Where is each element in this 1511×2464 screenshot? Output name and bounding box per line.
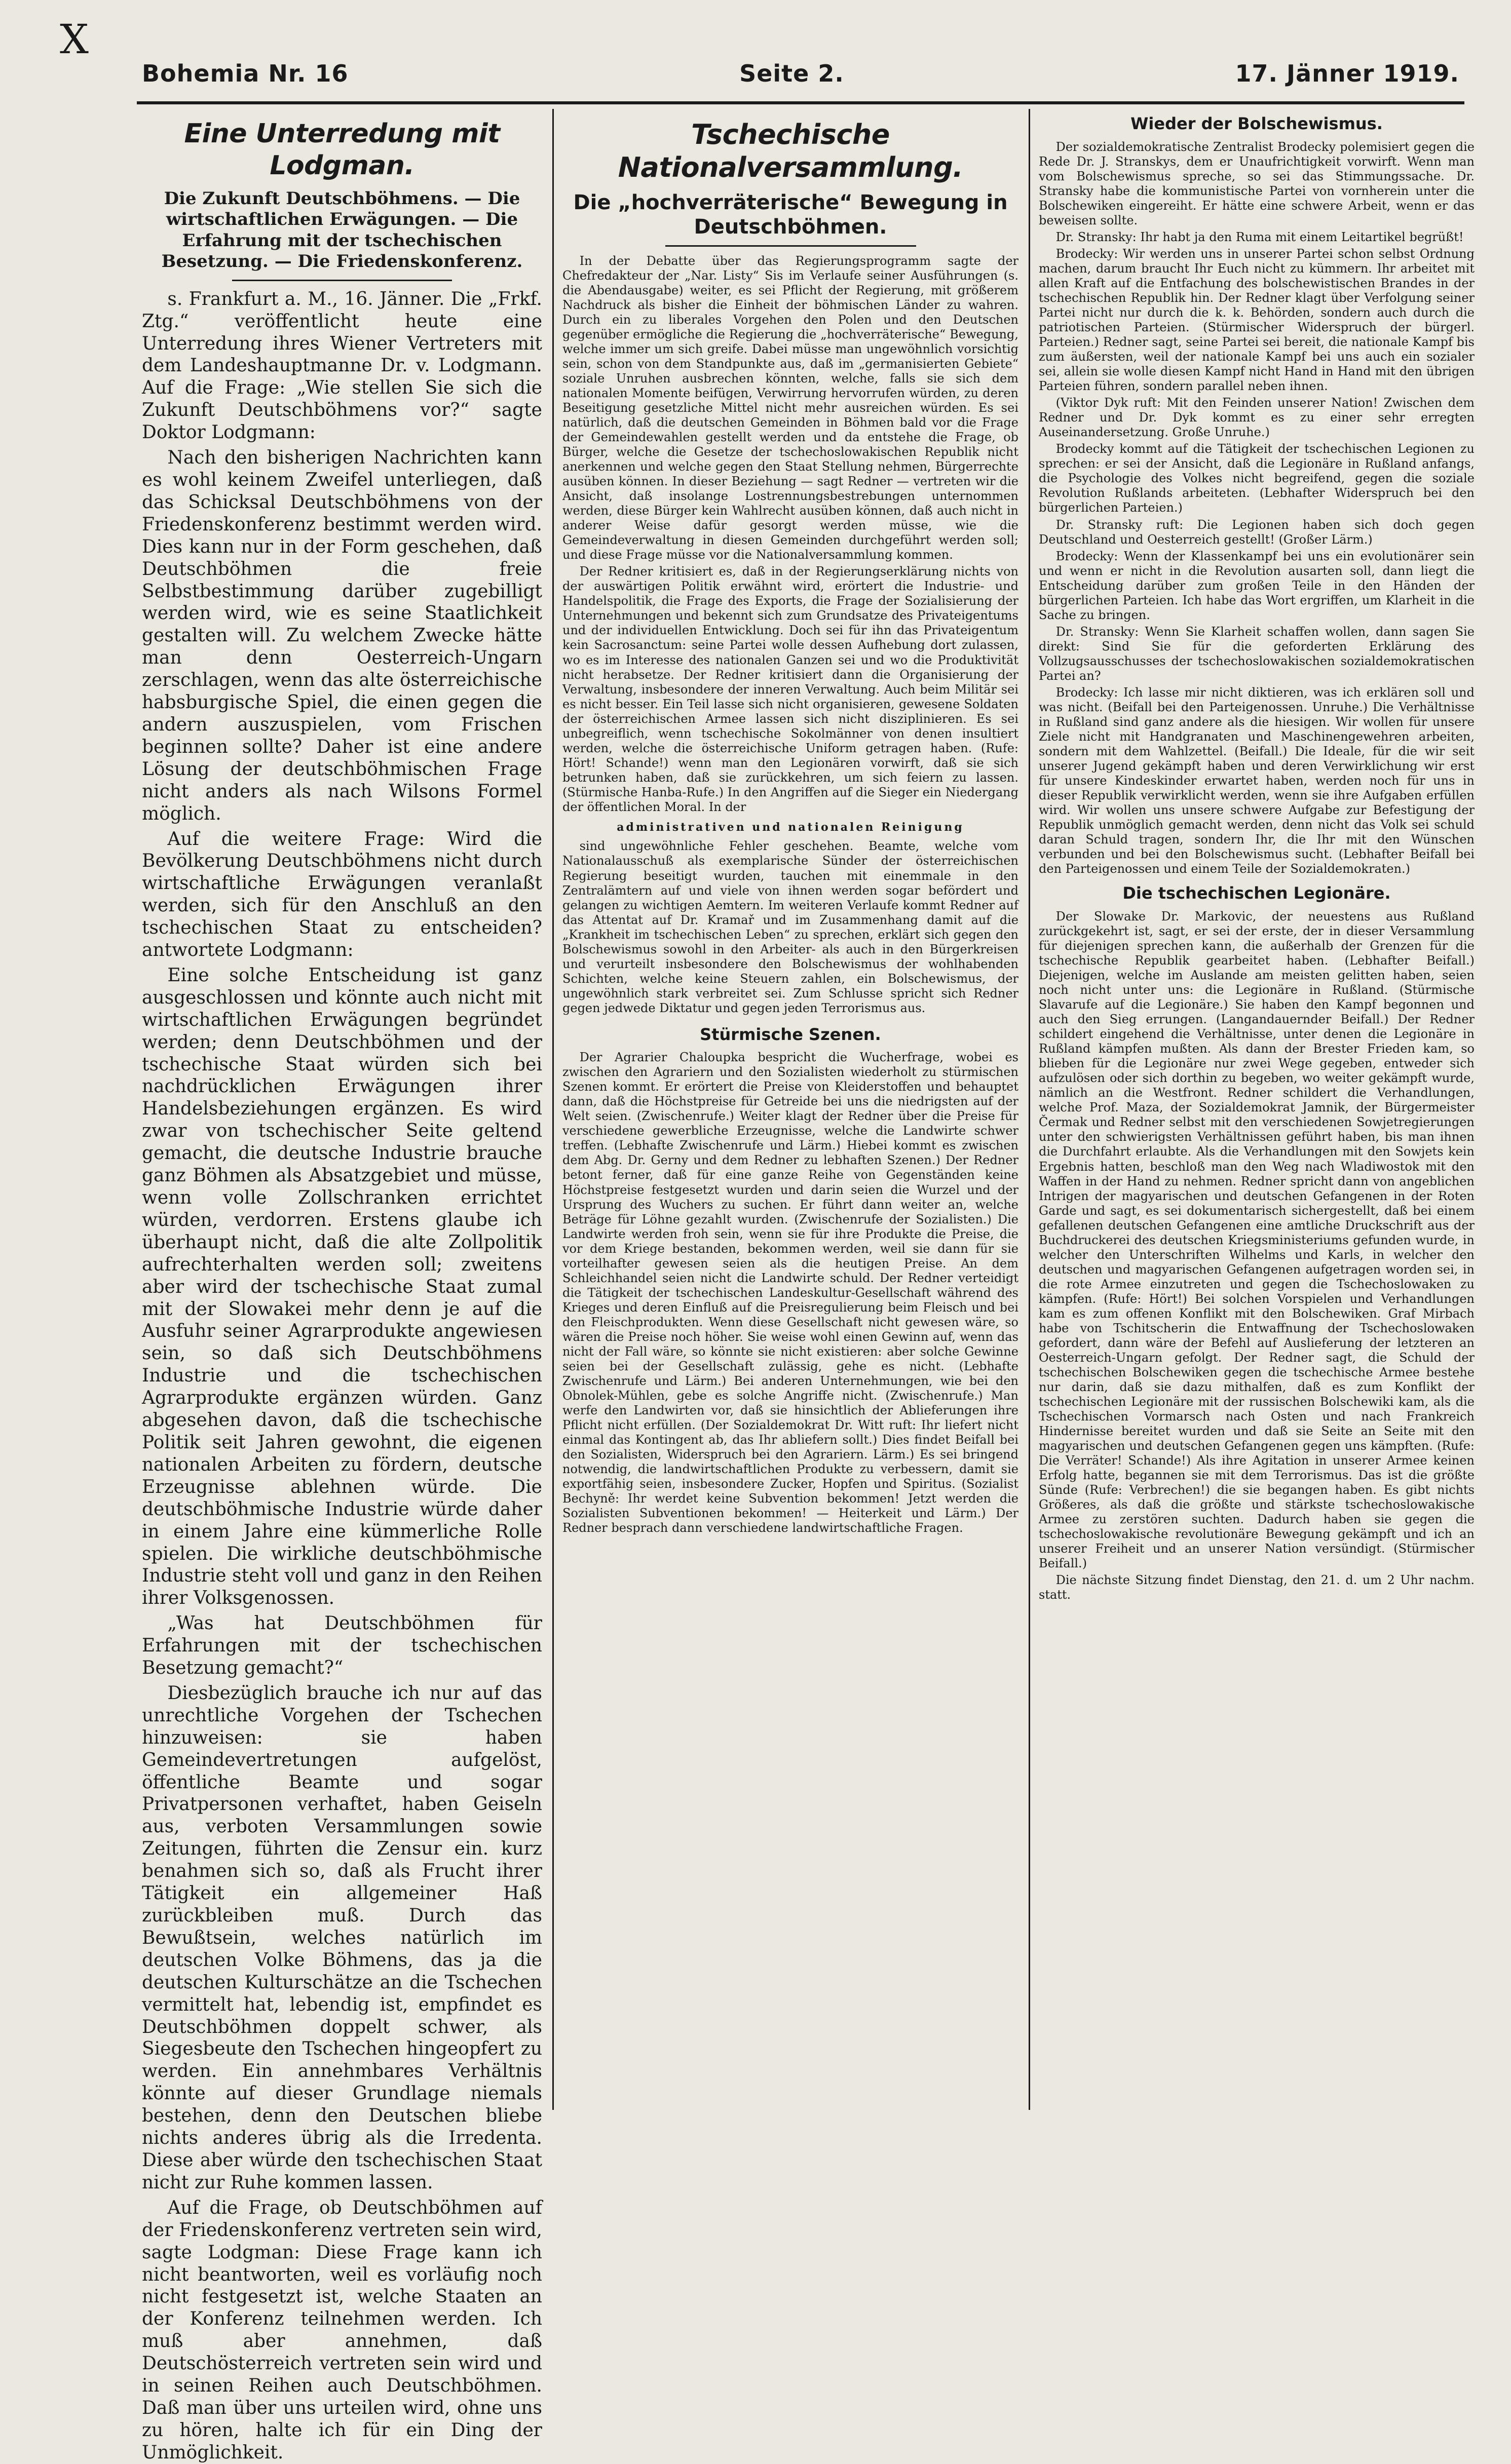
paragraph: Brodecky kommt auf die Tätigkeit der tschechischen Legionen zu sprechen: er sei der Ansicht, daß die Legionäre in Rußland anfangs, die Psychologie des Volkes nicht begreifend, gegen die soziale Revolution Rußlands arbeiteten. (Lebhafter Widerspruch bei den bürgerlichen Parteien.): [1039, 442, 1475, 515]
article-headline: Tschechische Nationalversammlung.: [618, 119, 963, 184]
masthead: Bohemia Nr. 16: [142, 60, 349, 87]
page-number: Seite 2.: [739, 60, 844, 87]
paragraph: Nach den bisherigen Nachrichten kann es wohl keinem Zweifel unterliegen, daß das Schicksal Deutschböhmens von der Friedenskonferenz bestimmt werden wird. Dies kann nur in der Form geschehen, daß Deutschböhmen die freie Selbstbestimmung darüber zugebilligt werden wird, wie es seine Staatlichkeit gestalten will. Zu welchem Zwecke hätte man denn Oesterreich-Ungarn zerschlagen, wenn das alte österreichische habsburgische Spiel, die einen gegen die andern auszuspielen, vom Frischen beginnen sollte? Daher ist eine andere Lösung der deutschböhmischen Frage nicht anders als nach Wilsons Formel möglich.: [142, 447, 542, 824]
paragraph: Eine solche Entscheidung ist ganz ausgeschlossen und könnte auch nicht mit wirtschaftlichen Erwägungen begründet werden; denn Deutschböhmen und der tschechische Staat würden sich bei nachdrücklichen Erwägungen ihrer Handelsbeziehungen ergänzen. Es wird zwar von tschechischer Seite geltend gemacht, die deutsche Industrie brauche ganz Böhmen als Absatzgebiet und müsse, wenn volle Zollschranken errichtet würden, verdorren. Erstens glaube ich überhaupt nicht, daß die alte Zollpolitik aufrechterhalten werden soll; zweitens aber wird der tschechische Staat zumal mit der Slowakei mehr denn je auf die Ausfuhr seiner Agrarprodukte angewiesen sein, so daß sich Deutschböhmens Industrie und die tschechischen Agrarprodukte ergänzen würden. Ganz abgesehen davon, daß die tschechische Politik seit Jahren gewohnt, die eigenen nationalen Arbeiten zu fördern, deutsche Erzeugnisse ablehnen würde. Die deutschböhmische Industrie würde daher in einem Jahre eine kümmerliche Rolle spielen. Die wirkliche deutschböhmische Industrie steht voll und ganz in den Reihen ihrer Volksgenossen.: [142, 965, 542, 1609]
paragraph: Die nächste Sitzung findet Dienstag, den 21. d. um 2 Uhr nachm. statt.: [1039, 1573, 1475, 1602]
paragraph: Brodecky: Wir werden uns in unserer Partei schon selbst Ordnung machen, darum braucht Ihr Euch nicht zu kümmern. Ihr arbeitet mit allen Kraft auf die Entfachung des bolschewistischen Brandes in der tschechischen Republik hin. Der Redner klagt über Verfolgung seiner Partei nicht nur durch die k. k. Behörden, sondern auch durch die patriotischen Parteien. (Stürmischer Widerspruch der bürgerl. Parteien.) Redner sagt, seine Partei sei bereit, die nationale Kampf bis zum äußersten, weil der nationale Kampf bei uns auch ein sozialer sei, allein sie wolle diesen Kampf nicht Hand in Hand mit den übrigen Parteien führen, sondern parallel neben ihnen.: [1039, 246, 1475, 394]
paragraph: Der Redner kritisiert es, daß in der Regierungserklärung nichts von der auswärtigen Politik erwähnt wird, erörtert die Industrie- und Handelspolitik, die Frage des Exports, die Frage der Sozialisierung der Unternehmungen und bekennt sich zum Grundsatze des Privateigentums und der individuellen Entwicklung. Doch sei für ihn das Privateigentum kein Sacrosanctum: seine Partei wolle dessen Aufhebung dort zulassen, wo es im Interesse des nationalen Ganzen sei und wo die Produktivität nicht herabsetze. Der Redner kritisiert dann die Organisierung der Verwaltung, insbesondere der inneren Verwaltung. Auch beim Militär sei es nicht besser. Ein Teil lasse sich nicht organisieren, gewesene Soldaten der österreichischen Armee lassen sich nicht disziplinieren. Es sei unbegreiflich, wenn tschechische Sokolmänner von denen insultiert werden, welche die österreichische Uniform getragen haben. (Rufe: Hört! Schande!) wenn man den Legionären vorwirft, daß sie sich betrunken haben, daß sie zurückkehren, um sich feiern zu lassen. (Stürmische Hanba-Rufe.) In den Angriffen auf die Sieger ein Niedergang der öffentlichen Moral. In der: [562, 564, 1018, 814]
section-title: Wieder der Bolschewismus.: [1130, 114, 1383, 133]
column-divider: [1029, 109, 1030, 2110]
page-header: [142, 51, 1459, 96]
corner-mark: X: [60, 16, 89, 63]
header-rule: [137, 101, 1464, 104]
paragraph: Dr. Stransky: Ihr habt ja den Ruma mit einem Leitartikel begrüßt!: [1055, 229, 1464, 244]
paragraph: Auf die Frage, ob Deutschböhmen auf der Friedenskonferenz vertreten sein wird, sagte Lodgman: Diese Frage kann ich nicht beantworten, weil es vorläufig noch nicht festgesetzt ist, welche Staaten an der Konferenz teilnehmen werden. Ich muß aber annehmen, daß Deutschösterreich vertreten sein wird und in seinen Reihen auch Deutschböhmen. Daß man über uns urteilen wird, ohne uns zu hören, halte ich für ein Ding der Unmöglichkeit.: [142, 2197, 542, 2463]
paragraph: „Was hat Deutschböhmen für Erfahrungen mit der tschechischen Besetzung gemacht?“: [142, 1613, 542, 1679]
paragraph: Brodecky: Wenn der Klassenkampf bei uns ein evolutionärer sein und wenn er nicht in die Revolution ausarten soll, dann liegt die Entscheidung darüber zum großen Teile in den Händen der bürgerlichen Parteien. Ich habe das Wort ergriffen, um Klarheit in die Sache zu bringen.: [1039, 549, 1475, 622]
column-bolshevism-legionaries: [1039, 109, 1475, 2110]
paragraph: Brodecky: Ich lasse mir nicht diktieren, was ich erklären soll und was nicht. (Beifall bei den Parteigenossen. Unruhe.) Die Verhältnisse in Rußland sind ganz andere als die hiesigen. Wir wollen für unsere Ziele nicht mit Handgranaten und Maschinengewehren arbeiten, sondern mit dem Wahlzettel. (Beifall.) Die Ideale, für die wir seit unserer Jugend gekämpft haben und deren Verwirklichung wir erst für unsere Kindeskinder erwartet haben, werden noch für uns in dieser Republik verwirklicht werden, wenn sie ihre Aufgaben erfüllen wird. Wir wollen uns unsere schwere Aufgabe zur Befestigung der Republik unmöglich gemacht werden, denn nicht das Volk sei schuld daran Schuld tragen, sondern Ihr, die Ihr mit den Wünschen verbunden und bei den Bolschewismus sucht. (Lebhafter Beifall bei den Parteigenossen und einem Teile der Sozialdemokraten.): [1039, 685, 1475, 876]
paragraph: Dr. Stransky ruft: Die Legionen haben sich doch gegen Deutschland und Oesterreich gestellt! (Großer Lärm.): [1039, 517, 1475, 547]
issue-date: 17. Jänner 1919.: [1235, 60, 1459, 87]
paragraph: sind ungewöhnliche Fehler geschehen. Beamte, welche vom Nationalausschuß als exemplarische Sünder der österreichischen Regierung beseitigt wurden, tauchen mit einemmale in den Zentralämtern auf und viele von ihnen werden sogar befördert und gelangen zu wichtigen Aemtern. Im weiteren Verlaufe kommt Redner auf das Attentat auf Dr. Kramař und im Zusammenhang damit auf die „Krankheit im tschechischen Leben“ zu sprechen, erklärt sich gegen den Bolschewismus sowohl in den Arbeiter- als auch in den Bürgerkreisen und verurteilt insbesondere den Bolschewismus der wohlhabenden Schichten, welche keine Steuern zahlen, ein Bolschewismus, der ungewöhnlich stark verbreitet sei. Zum Schlusse spricht sich Redner gegen jedwede Diktatur und gegen jeden Terrorismus aus.: [562, 839, 1018, 1015]
column-divider: [552, 109, 554, 2110]
section-title: Stürmische Szenen.: [700, 1024, 881, 1044]
paragraph: Der Slowake Dr. Markovic, der neuestens aus Rußland zurückgekehrt ist, sagt, er sei der erste, der in dieser Versammlung für diejenigen sprechen kann, die außerhalb der Grenzen für die tschechische Republik gearbeitet haben. (Lebhafter Beifall.) Diejenigen, welche im Auslande am meisten gelitten haben, seien noch nicht unter uns: die Legionäre in Rußland. (Stürmische Slavarufe auf die Legionäre.) Sie haben den Kampf begonnen und auch den Sieg errungen. (Langandauernder Beifall.) Der Redner schildert eingehend die Verhältnisse, unter denen die Legionäre in Rußland kämpfen mußten. Als dann der Brester Frieden kam, so blieben für die Legionäre nur zwei Wege gegeben, entweder sich aufzulösen oder sich dorthin zu begeben, wo weiter gekämpft wurde, nämlich an die Westfront. Redner schildert die Verhandlungen, welche Prof. Maza, der Sozialdemokrat Jamnik, der Bürgermeister Čermak und Redner selbst mit den verschiedenen Sowjetregierungen unter den schwierigsten Verhältnissen geführt haben, bis man ihnen die Durchfahrt erlaubte. Als die Verhandlungen mit den Sowjets kein Ergebnis hatten, beschloß man den Weg nach Wladiwostok mit den Waffen in der Hand zu nehmen. Redner spricht dann von angeblichen Intrigen der magyarischen und deutschen Gefangenen in der Roten Garde und sagt, es sei dokumentarisch sichergestellt, daß bei einem gefallenen deutschen Gefangenen eine amtliche Druckschrift aus der Buchdruckerei des deutschen Kriegsministeriums gefunden wurde, in welcher den Unterschriften Wilhelms und Karls, in welcher den deutschen und magyarischen Gefangenen aufgetragen worden sei, in die rote Armee einzutreten und gegen die Tschechoslowaken zu kämpfen. (Rufe: Hört!) Bei solchen Vorspielen und Verhandlungen kam es zum offenen Konflikt mit den Bolschewiken. Graf Mirbach habe von Tschitscherin die Entwaffnung der Tschechoslowaken gefordert, dann wäre der Befehl auf Auslieferung der letzteren an Oesterreich-Ungarn gefolgt. Der Redner sagt, die Schuld der tschechischen Bolschewiken gegen die tschechische Armee bestehe nur darin, daß sie dazu mithalfen, daß es zum Konflikt der tschechischen Legionäre mit der russischen Bolschewiki kam, als die Tschechischen Vormarsch nach Osten und nach Frankreich Hindernisse bereitet wurden und daß sie Seite an Seite mit den magyarischen und deutschen Gefangenen gegen uns kämpften. (Rufe: Die Verräter! Schande!) Als ihre Agitation in unserer Armee keinen Erfolg hatte, begannen sie mit dem Terrorismus. Das ist die größte Sünde (Rufe: Verbrechen!) die sie begangen haben. Es gibt nichts Größeres, als daß die größte und stärkste tschechoslowakische Armee zu zerstören suchten. Dadurch haben sie gegen die tschechoslowakische revolutionäre Bewegung gekämpft und ich an unserer Freiheit und an unserer Nation versündigt. (Stürmischer Beifall.): [1039, 909, 1475, 1571]
paragraph: Der Agrarier Chaloupka bespricht die Wucherfrage, wobei es zwischen den Agrariern und den Sozialisten wiederholt zu stürmischen Szenen kommt. Er erörtert die Preise von Kleiderstoffen und behauptet dann, daß die Höchstpreise für Getreide bei uns die niedrigsten auf der Welt seien. (Zwischenrufe.) Weiter klagt der Redner über die Preise für verschiedene gewerbliche Erzeugnisse, welche die Landwirte schwer treffen. (Lebhafte Zwischenrufe und Lärm.) Hiebei kommt es zwischen dem Abg. Dr. Gerny und dem Redner zu lebhaften Szenen.) Der Redner betont ferner, daß für eine ganze Reihe von Gegenständen keine Höchstpreise festgesetzt wurden und darin seien die Wurzel und der Ursprung des Wuchers zu suchen. Er führt dann weiter an, welche Beträge für Löhne gezahlt wurden. (Zwischenrufe der Sozialisten.) Die Landwirte werden froh sein, wenn sie für ihre Produkte die Preise, die vor dem Kriege bestanden, bekommen werden, weil sie dann für sie vorteilhafter gewesen seien als die heutigen Preise. An dem Schleichhandel seien nicht die Landwirte schuld. Der Redner verteidigt die Tätigkeit der tschechischen Landeskultur-Gesellschaft während des Krieges und deren Einfluß auf die Preisregulierung beim Fleisch und bei den Fleischprodukten. Wenn diese Gesellschaft nicht gewesen wäre, so wären die Preise noch höher. Sie weise wohl einen Gewinn auf, wenn das nicht der Fall wäre, so könnte sie nicht existieren: aber solche Gewinne seien bei der Gesellschaft zulässig, gehe es nicht. (Lebhafte Zwischenrufe und Lärm.) Bei anderen Unternehmungen, wie bei den Obnolek-Mühlen, gebe es solche Angriffe nicht. (Zwischenrufe.) Man werfe den Landwirten vor, daß sie hinsichtlich der Ablieferungen ihre Pflicht nicht erfüllen. (Der Sozialdemokrat Dr. Witt ruft: Ihr liefert nicht einmal das Kontingent ab, das Ihr abliefern sollt.) Dies findet Beifall bei den Sozialisten, Widerspruch bei den Agrariern. Lärm.) Es sei bringend notwendig, die landwirtschaftlichen Produkte zu verbessern, damit sie exportfähig seien, insbesondere Zucker, Hopfen und Spiritus. (Sozialist Bechyně: Ihr werdet keine Subvention bekommen! Jetzt werden die Sozialisten Subventionen bekommen! — Heiterkeit und Lärm.) Der Redner besprach dann verschiedene landwirtschaftliche Fragen.: [562, 1050, 1018, 1535]
article-headline: Eine Unterredung mit Lodgman.: [184, 119, 500, 181]
section-rule: [232, 280, 452, 281]
article-subheadline: Die „hochverräterische“ Bewegung in Deutschböhmen.: [573, 190, 1008, 239]
section-title: Die tschechischen Legionäre.: [1122, 883, 1391, 903]
section-rule: [665, 245, 916, 247]
column-national-assembly: [562, 109, 1018, 2110]
paragraph: Der sozialdemokratische Zentralist Brodecky polemisiert gegen die Rede Dr. J. Stranskys, dem er Unaufrichtigkeit vorwirft. Wenn man vom Bolschewismus spreche, so sei das Stimmungssache. Dr. Stransky habe die kommunistische Partei von vornherein unter die Bolschewiken eingereiht. Er hätte eine schwere Arbeit, wenn er das beweisen sollte.: [1039, 139, 1475, 227]
column-lodgman-interview: [142, 109, 542, 2463]
paragraph: Diesbezüglich brauche ich nur auf das unrechtliche Vorgehen der Tschechen hinzuweisen: sie haben Gemeindevertretungen aufgelöst, öffentliche Beamte und sogar Privatpersonen verhaftet, haben Geiseln aus, verboten Versammlungen sowie Zeitungen, führten die Zensur ein. kurz benahmen sich so, daß als Frucht ihrer Tätigkeit ein allgemeiner Haß zurückbleiben muß. Durch das Bewußtsein, welches natürlich im deutschen Volke Böhmens, das ja die deutschen Kulturschätze an die Tschechen vermittelt hat, lebendig ist, empfindet es Deutschböhmen doppelt schwer, als Siegesbeute den Tschechen hingeopfert zu werden. Ein annehmbares Verhältnis könnte auf dieser Grundlage niemals bestehen, denn den Deutschen bliebe nichts anderes übrig als die Irredenta. Diese aber würde den tschechischen Staat nicht zur Ruhe kommen lassen.: [142, 1682, 542, 2193]
paragraph: Dr. Stransky: Wenn Sie Klarheit schaffen wollen, dann sagen Sie direkt: Sind Sie für die geforderten Erklärung des Vollzugsausschusses der tschechoslowakischen sozialdemokratischen Partei an?: [1039, 624, 1475, 683]
paragraph: (Viktor Dyk ruft: Mit den Feinden unserer Nation! Zwischen dem Redner und Dr. Dyk kommt es zu einer sehr erregten Auseinandersetzung. Große Unruhe.): [1039, 396, 1475, 440]
article-subheadline: Die Zukunft Deutschböhmens. — Die wirtschaftlichen Erwägungen. — Die Erfahrung mit der tschechischen Besetzung. — Die Friedenskonferenz.: [161, 188, 523, 272]
paragraph: s. Frankfurt a. M., 16. Jänner. Die „Frkf. Ztg.“ veröffentlicht heute eine Unterredung ihres Wiener Vertreters mit dem Landeshauptmanne Dr. v. Lodgmann. Auf die Frage: „Wie stellen Sie sich die Zukunft Deutschböhmens vor?“ sagte Doktor Lodgmann:: [142, 288, 542, 443]
spaced-heading: administrativen und nationalen Reinigung: [617, 820, 964, 834]
paragraph: Auf die weitere Frage: Wird die Bevölkerung Deutschböhmens nicht durch wirtschaftliche Erwägungen veranlaßt werden, sich für den Anschluß an den tschechischen Staat zu entscheiden? antwortete Lodgmann:: [142, 828, 542, 961]
paragraph: In der Debatte über das Regierungsprogramm sagte der Chefredakteur der „Nar. Listy“ Sis im Verlaufe seiner Ausführungen (s. die Abendausgabe) weiter, es sei Pflicht der Regierung, mit größerem Nachdruck als bisher die Einheit der böhmischen Länder zu wahren. Durch ein zu liberales Vorgehen den Polen und den Deutschen gegenüber ermögliche die Regierung die „hochverräterische“ Bewegung, welche immer um sich greife. Dabei müsse man ungewöhnlich vorsichtig sein, schon von dem Standpunkte aus, daß im „germanisierten Gebiete“ soziale Unruhen ausbrechen könnten, welche, falls sie sich dem nationalen Momente beifügen, Verwirrung hervorrufen würden, zu deren Beseitigung gesetzliche Mittel nicht mehr ausreichen würden. Es sei natürlich, daß die deutschen Gemeinden in Böhmen bald vor die Frage der Gemeindewahlen gestellt werden und da entstehe die Frage, ob Bürger, welche die Gesetze der tschechoslowakischen Republik nicht anerkennen und welche gegen den Staat Stellung nehmen, Bürgerrechte ausüben können. In dieser Beziehung — sagt Redner — vertreten wir die Ansicht, daß insolange Lostrennungsbestrebungen unternommen werden, diese Bürger kein Wahlrecht ausüben können, daß auch nicht in anderer Weise dafür gesorgt werden müsse, wie die Gemeindeverwaltung in diesen Gemeinden durchgeführt werden soll; und diese Frage müsse vor die Nationalversammlung kommen.: [562, 253, 1018, 562]
